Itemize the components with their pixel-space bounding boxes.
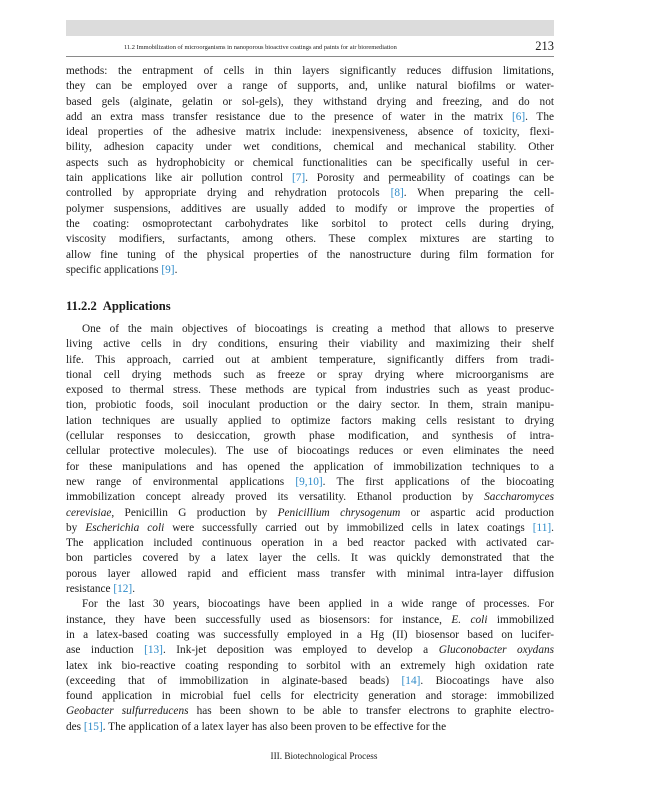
text-line — [66, 521, 554, 536]
text-run: . The application of a latex layer has also been proven to be effective for the — [102, 720, 447, 733]
text-run: . The first applications of the biocoating — [322, 475, 554, 488]
text-run: specific applications — [66, 263, 162, 276]
text-line — [66, 475, 554, 490]
text-line — [66, 383, 554, 398]
text-run: bon particles covered by a latex layer the cells. It was quickly demonstrated that the — [66, 552, 554, 565]
species-name: cerevisiae — [66, 506, 112, 519]
species-name: Gluconobacter oxydans — [438, 644, 554, 657]
text-line — [66, 613, 554, 628]
text-run: . Porosity and permeability of coatings can be — [305, 172, 554, 185]
section-heading — [66, 299, 171, 314]
text-line — [66, 414, 554, 429]
text-line — [66, 720, 554, 735]
text-line — [66, 140, 554, 155]
text-run: porous layer allowed rapid and efficient mass transfer with minimal intra-layer diffusion — [66, 567, 554, 580]
text-line — [66, 202, 554, 217]
text-run: . Biocoatings have also — [420, 674, 554, 687]
text-run: tain applications like air pollution control — [66, 172, 292, 185]
text-run: resistance — [66, 583, 114, 596]
text-run: allow fine tuning of the physical properties of the nanostructure during film formation for — [66, 248, 554, 261]
running-head — [66, 40, 554, 57]
text-line — [66, 110, 554, 125]
species-name: Penicillium chrysogenum — [277, 506, 401, 519]
text-run: or aspartic acid production — [400, 506, 554, 519]
text-run: . Ink-jet deposition was employed to develop a — [162, 644, 439, 657]
text-run: found application in microbial fuel cells for electricity generation and storage: immobilized — [66, 690, 554, 703]
text-line — [66, 628, 554, 643]
text-run: they can be employed over a range of supports, and, unlike natural biofilms or water- — [66, 80, 554, 93]
text-line — [66, 248, 554, 263]
text-run: ideal properties of the adhesive matrix include: inexpensiveness, absence of toxicity, flexi- — [66, 126, 554, 139]
text-run: were successfully carried out by immobilized cells in latex coatings — [164, 521, 533, 534]
header-bar — [66, 20, 554, 36]
text-line — [66, 674, 554, 689]
text-run: based gels (alginate, gelatin or sol-gels), they withstand drying and freezing, and do not — [66, 95, 554, 108]
citation-link[interactable]: [11] — [532, 521, 552, 534]
text-line — [66, 704, 554, 719]
text-line — [66, 217, 554, 232]
text-run: has been shown to be able to transfer electrons to graphite electro- — [188, 705, 554, 718]
section-number: 11.2.2 — [66, 299, 97, 313]
text-line — [66, 460, 554, 475]
paragraph-methods — [66, 64, 554, 278]
citation-link[interactable]: [6] — [511, 110, 526, 123]
text-line — [66, 490, 554, 505]
text-run: instance, they have been successfully used as biosensors: for instance, — [66, 613, 452, 626]
text-run: . — [551, 521, 554, 534]
species-name: Geobacter sulfurreducens — [66, 705, 189, 718]
text-run: For the last 30 years, biocoatings have been applied in a wide range of processes. For — [82, 598, 554, 611]
text-line — [66, 429, 554, 444]
text-run: tion, probiotic foods, soil inoculant production or the dairy sector. In them, strain manipu- — [66, 399, 554, 412]
text-line — [66, 186, 554, 201]
text-run: (exceeding that of immobilization in alginate-based beads) — [66, 674, 402, 687]
text-run: bility, adhesion capacity under wet conditions, chemical and mechanical stability. Other — [66, 141, 554, 154]
text-line — [66, 689, 554, 704]
page-number: 213 — [535, 39, 554, 53]
text-run: add an extra mass transfer resistance due to the presence of water in the matrix — [66, 110, 512, 123]
text-line — [66, 551, 554, 566]
text-run: . When preparing the cell- — [403, 187, 554, 200]
text-run: des — [66, 720, 84, 733]
text-line — [66, 322, 554, 337]
text-run: immobilized — [487, 613, 554, 626]
text-run: for these manipulations and has opened the application of immobilization techniques to a — [66, 460, 554, 473]
section-title: Applications — [102, 299, 171, 313]
text-run: ase induction — [66, 644, 145, 657]
text-line — [66, 506, 554, 521]
text-line — [66, 353, 554, 368]
text-line — [66, 232, 554, 247]
text-run: lation techniques are usually applied to optimize factors making cells resistant to drying — [66, 414, 554, 427]
text-line — [66, 171, 554, 186]
text-line — [66, 597, 554, 612]
text-run: aspects such as hydrophobicity or chemical functionalities can be specifically useful in cer- — [66, 156, 554, 169]
text-run: immobilization concept already proved its versatility. Ethanol production by — [66, 491, 485, 504]
text-run: tional cell drying methods such as freeze or spray drying where microorganisms are — [66, 368, 554, 381]
species-name: Saccharomyces — [484, 491, 554, 504]
text-run: (cellular responses to desiccation, growth phase modification, and synthesis of intra- — [66, 430, 554, 443]
text-run: controlled by appropriate drying and rehydration protocols — [66, 187, 391, 200]
text-run: in a latex-based coating was successfully employed in a Hg (II) biosensor based on lucifer- — [66, 628, 554, 641]
text-run: . — [132, 583, 136, 596]
species-name: E. coli — [451, 613, 488, 626]
text-line — [66, 95, 554, 110]
text-line — [66, 582, 554, 597]
text-line — [66, 643, 554, 658]
citation-link[interactable]: [12] — [113, 583, 133, 596]
text-run: latex ink bio-reactive coating responding to sorbitol with an extremely high oxidation rate — [66, 659, 554, 672]
citation-link[interactable]: [14] — [401, 674, 421, 687]
text-line — [66, 156, 554, 171]
text-run: cellular protective molecules). The use of biocoatings reduces or even eliminates the need — [66, 445, 554, 458]
text-run: One of the main objectives of biocoatings is creating a method that allows to preserve — [82, 323, 554, 335]
text-run: polymer suspensions, additives are usually added to modify or improve the properties of — [66, 202, 554, 215]
text-line — [66, 79, 554, 94]
text-run: viscosity modifiers, surfactants, among others. These complex mixtures are starting to — [66, 233, 554, 246]
running-title: 11.2 Immobilization of microorganisms in nanoporous bioactive coatings and paints for air bioremediation — [124, 44, 397, 51]
citation-link[interactable]: [13] — [144, 644, 163, 657]
section-body — [66, 322, 554, 735]
text-run: . The — [525, 110, 554, 123]
text-line — [66, 64, 554, 79]
text-run: living active cells in dry conditions, ensuring their viability and maximizing their shelf — [66, 338, 554, 351]
citation-link[interactable]: [8] — [390, 187, 404, 200]
text-run: The application included continuous operation in a bed reactor packed with activated car- — [66, 537, 554, 550]
text-run: the coating: osmoprotectant carbohydrates like sorbitol to protect cells during drying, — [66, 217, 554, 230]
species-name: Escherichia coli — [85, 521, 165, 534]
text-run: by — [66, 521, 86, 534]
text-run: . — [174, 263, 178, 276]
text-run: exposed to thermal stress. These methods are typical from industries such as yeast produc- — [66, 384, 554, 397]
citation-link[interactable]: [15] — [83, 720, 103, 733]
text-run: , Penicillin G production by — [111, 506, 278, 519]
citation-link[interactable]: [9] — [161, 263, 175, 276]
text-line — [66, 125, 554, 140]
text-line — [66, 263, 554, 278]
text-line — [66, 536, 554, 551]
footer: III. Biotechnological Process — [270, 751, 378, 761]
text-run: life. This approach, carried out at ambient temperature, significantly differs from tradi- — [66, 353, 554, 366]
text-line — [66, 368, 554, 383]
citation-link[interactable]: [7] — [291, 172, 306, 185]
text-run: methods: the entrapment of cells in thin layers significantly reduces diffusion limitations, — [66, 65, 554, 77]
text-line — [66, 567, 554, 582]
text-line — [66, 337, 554, 352]
citation-link[interactable]: [9,10] — [295, 475, 323, 488]
text-run: new range of environmental applications — [66, 475, 296, 488]
text-line — [66, 444, 554, 459]
text-line — [66, 659, 554, 674]
text-line — [66, 398, 554, 413]
